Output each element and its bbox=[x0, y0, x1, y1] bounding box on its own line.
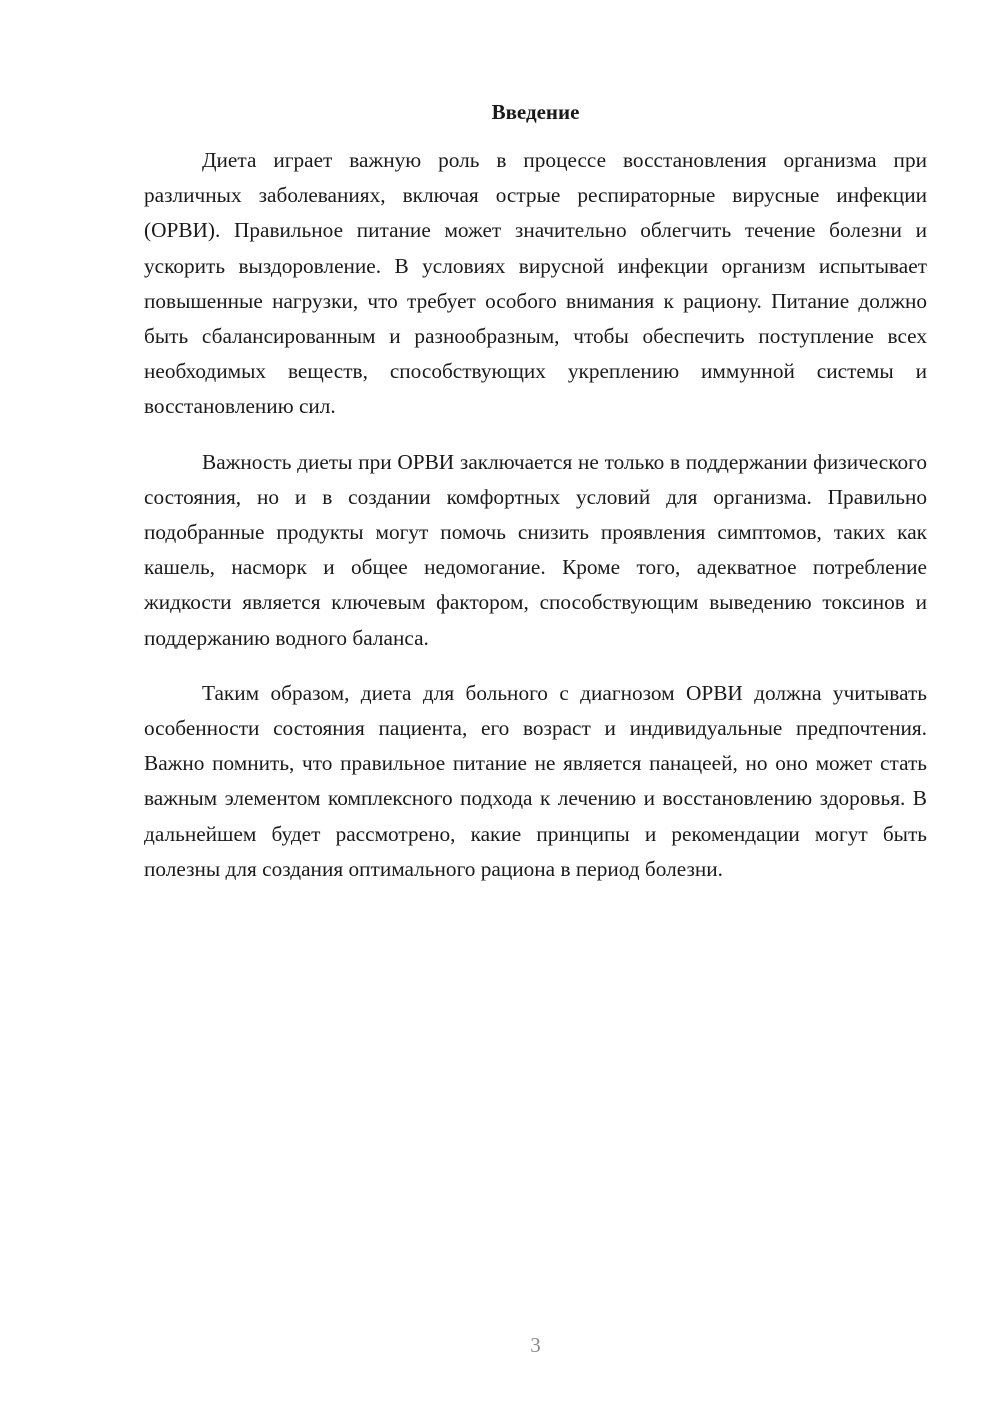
paragraph-2: Важность диеты при ОРВИ заключается не только в поддержании физического состояния, но и в создании комфортных условий для организма. Правильно подобранные продукты могут помочь снизить проявления симптомов, таких как кашель, насморк и общее недомогание. Кроме того, адекватное потребление жидкости является ключевым фактором, способствующим выведению токсинов и поддержанию водного баланса. bbox=[144, 449, 927, 650]
section-heading: Введение bbox=[491, 100, 580, 124]
body-text bbox=[144, 143, 927, 907]
paragraph-1: Диета играет важную роль в процессе восстановления организма при различных заболеваниях, включая острые респираторные вирусные инфекции (ОРВИ). Правильное питание может значительно облегчить течение болезни и ускорить выздоровление. В условиях вирусной инфекции организм испытывает повышенные нагрузки, что требует особого внимания к рациону. Питание должно быть сбалансированным и разнообразным, чтобы обеспечить поступление всех необходимых веществ, способствующих укреплению иммунной системы и восстановлению сил. bbox=[144, 148, 927, 419]
paragraph-3: Таким образом, диета для больного с диагнозом ОРВИ должна учитывать особенности состояния пациента, его возраст и индивидуальные предпочтения. Важно помнить, что правильное питание не является панацеей, но оно может стать важным элементом комплексного подхода к лечению и восстановлению здоровья. В дальнейшем будет рассмотрено, какие принципы и рекомендации могут быть полезны для создания оптимального рациона в период болезни. bbox=[144, 680, 927, 881]
page-number: 3 bbox=[530, 1333, 541, 1357]
